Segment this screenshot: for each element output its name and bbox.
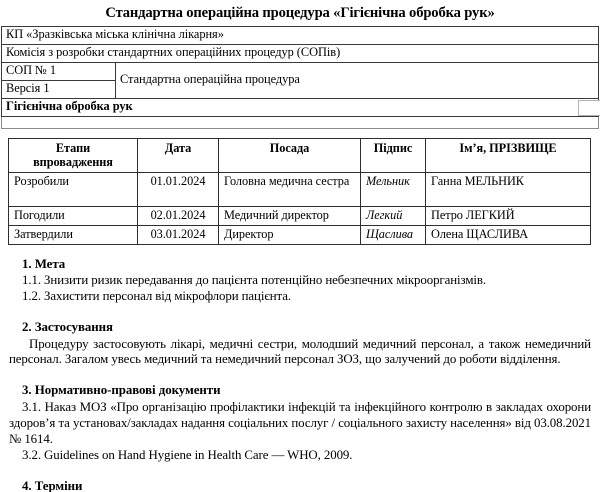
page-title: Стандартна операційна процедура «Гігієнічна обробка рук» — [105, 5, 495, 21]
column-header-position: Посада — [219, 138, 361, 172]
cell-signature: Мельник — [361, 172, 426, 206]
cell-name: Олена ЩАСЛИВА — [426, 225, 591, 244]
sop-number-cell: СОП № 1 — [2, 62, 116, 80]
cell-date: 01.01.2024 — [138, 172, 219, 206]
cell-name: Петро ЛЕГКИЙ — [426, 206, 591, 225]
column-header-stage — [9, 138, 138, 172]
section-3-paragraph-2: 3.2. Guidelines on Hand Hygiene in Health Care — WHO, 2009. — [22, 447, 353, 462]
committee-cell: Комісія з розробки стандартних операційних процедур (СОПів) — [2, 44, 599, 62]
column-header-date: Дата — [138, 138, 219, 172]
cell-stage: Розробили — [9, 172, 138, 206]
spacer-cell — [2, 116, 599, 128]
section-2-paragraph-1: Процедуру застосовують лікарі, медичні сестри, молодший медичний персонал, а також немедичний персонал. Загалом увесь медичний та немедичний персонал ЗОЗ, що залучений до роботи відділення. — [9, 336, 591, 367]
cell-signature: Щаслива — [361, 225, 426, 244]
section-1-paragraph-2: 1.2. Захистити персонал від мікрофлори пацієнта. — [22, 289, 291, 304]
version-cell: Версія 1 — [2, 80, 116, 98]
section-heading-4: 4. Терміни — [22, 478, 83, 492]
table-row — [9, 172, 591, 206]
cell-date: 03.01.2024 — [138, 225, 219, 244]
table-row — [9, 225, 591, 244]
cell-position: Директор — [219, 225, 361, 244]
document-body — [0, 257, 600, 492]
cell-position: Медичний директор — [219, 206, 361, 225]
cell-stage: Погодили — [9, 206, 138, 225]
section-3-paragraph-1: 3.1. Наказ МОЗ «Про організацію профілактики інфекцій та інфекційного контролю в закладах охорони здоров’я та установах/закладах надання соціальних послуг / соціального захисту населення» від 03.08.2021 № 1614. — [9, 399, 591, 446]
cell-position: Головна медична сестра — [219, 172, 361, 206]
table-header-row — [9, 138, 591, 172]
right-edge-box-artifact — [578, 100, 600, 116]
organization-cell: КП «Зразківська міська клінічна лікарня» — [2, 26, 599, 44]
section-heading-2: 2. Застосування — [22, 320, 113, 335]
table-row — [2, 44, 599, 62]
table-spacer-row — [2, 116, 599, 128]
table-row — [2, 98, 599, 116]
cell-date: 02.01.2024 — [138, 206, 219, 225]
document-header-table — [1, 26, 599, 129]
column-header-signature: Підпис — [361, 138, 426, 172]
cell-signature: Легкий — [361, 206, 426, 225]
cell-stage: Затвердили — [9, 225, 138, 244]
subject-cell: Гігієнічна обробка рук — [2, 98, 599, 116]
column-header-stage-line2: впровадження — [33, 154, 113, 169]
cell-name: Ганна МЕЛЬНИК — [426, 172, 591, 206]
table-row — [9, 206, 591, 225]
column-header-stage-line1: Етапи — [55, 140, 91, 155]
section-heading-3: 3. Нормативно-правові документи — [22, 383, 221, 398]
doc-type-cell: Стандартна операційна процедура — [116, 62, 599, 98]
section-heading-1: 1. Мета — [22, 256, 66, 271]
column-header-name: Ім’я, ПРІЗВИЩЕ — [426, 138, 591, 172]
table-row — [2, 26, 599, 44]
table-row — [2, 62, 599, 80]
approval-table — [8, 138, 591, 245]
section-1-paragraph-1: 1.1. Знизити ризик передавання до пацієнта потенційно небезпечних мікроорганізмів. — [22, 273, 486, 288]
